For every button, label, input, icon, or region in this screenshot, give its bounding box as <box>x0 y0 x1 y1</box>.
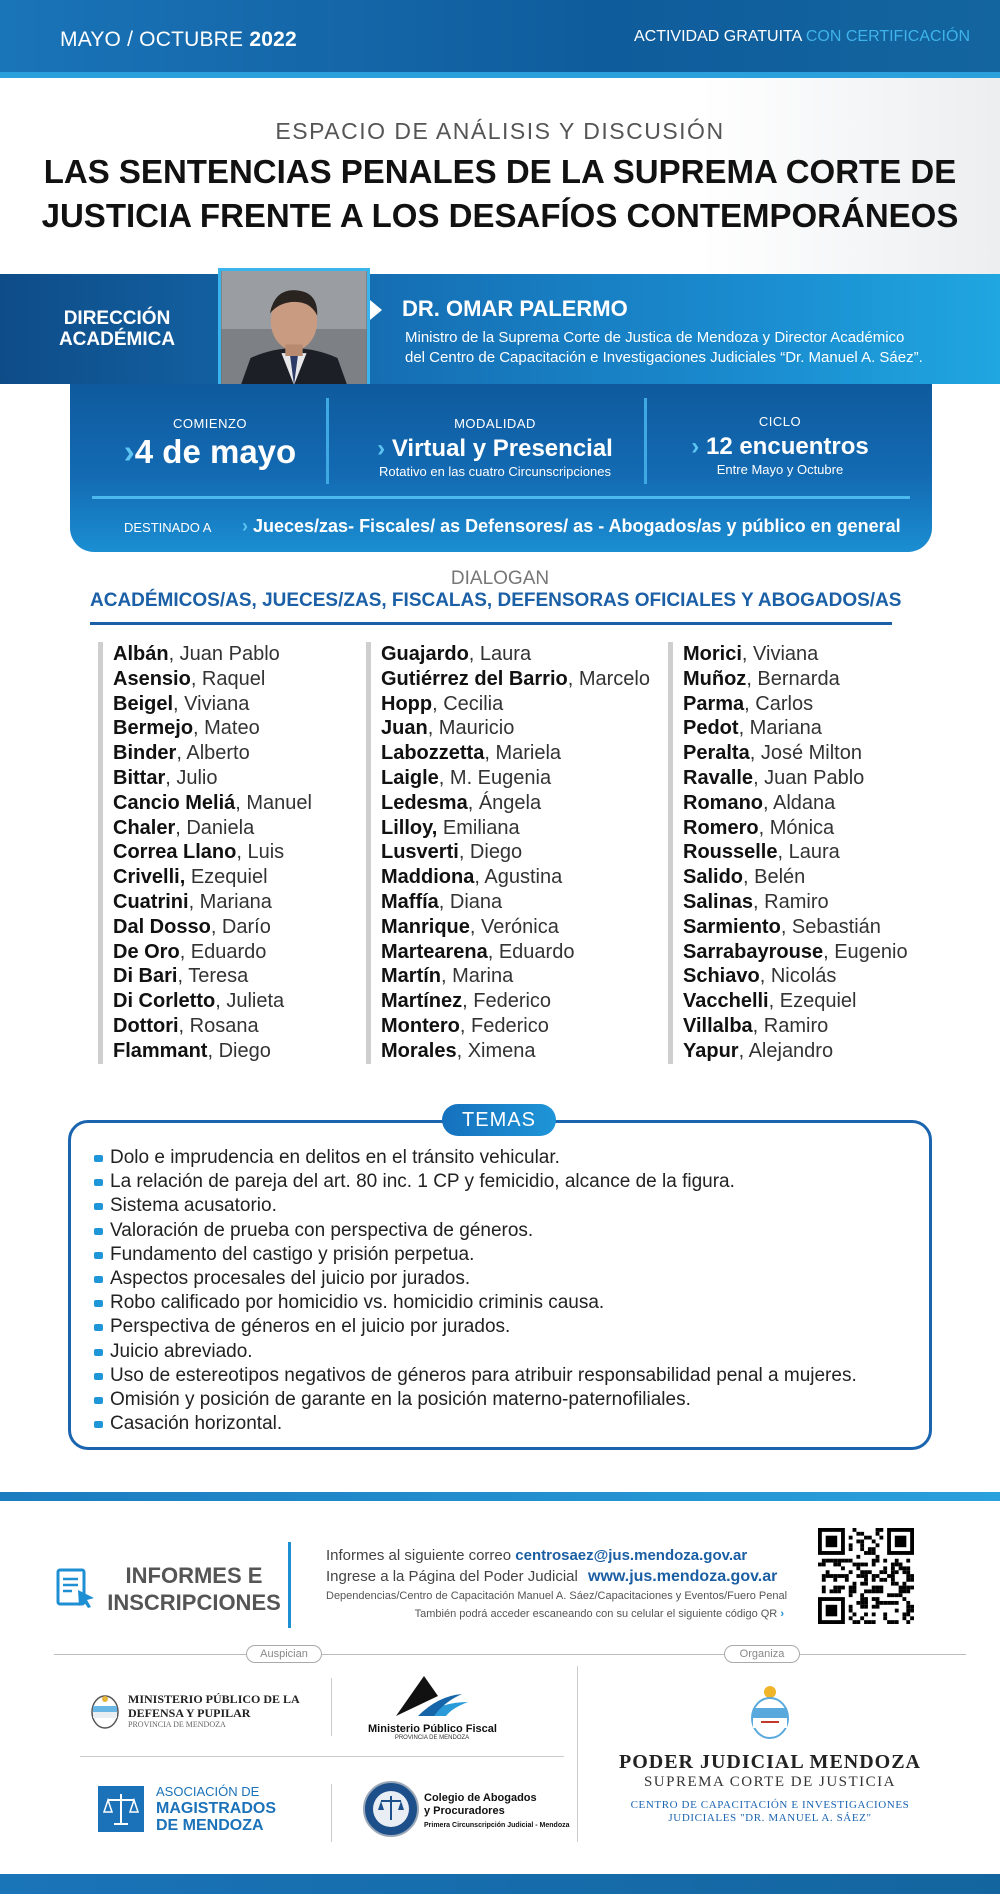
topics-title: TEMAS <box>442 1104 556 1136</box>
speaker-name <box>381 766 650 791</box>
speaker-first-name: , Mariela <box>484 742 562 765</box>
speaker-name <box>113 865 312 890</box>
speaker-first-name: , Ramiro <box>753 890 829 913</box>
divider <box>326 398 329 484</box>
speaker-name <box>683 940 908 965</box>
speaker-last-name: Salinas <box>683 890 754 913</box>
speaker-first-name: , Agustina <box>474 866 563 889</box>
speaker-last-name: Peralta <box>683 742 750 765</box>
ca-name <box>424 1792 537 1818</box>
speaker-first-name: , Alejandro <box>738 1039 834 1062</box>
speaker-last-name: Morici <box>683 643 742 665</box>
speaker-name <box>683 1014 908 1039</box>
cycle-label: CICLO <box>758 414 802 429</box>
url-line <box>326 1566 786 1587</box>
am-line: MAGISTRADOS <box>156 1800 276 1817</box>
divider <box>54 1654 966 1655</box>
mode-value <box>352 435 638 463</box>
qr-code[interactable] <box>818 1528 914 1624</box>
speaker-name <box>113 642 312 667</box>
speaker-first-name: , Diana <box>438 890 503 913</box>
divider <box>331 1678 332 1736</box>
topic-item: Valoración de prueba con perspectiva de géneros. <box>92 1219 912 1243</box>
speaker-first-name: , Verónica <box>469 915 559 938</box>
divider <box>577 1666 578 1842</box>
speaker-first-name: , Belén <box>743 866 806 889</box>
speaker-name <box>381 890 650 915</box>
speaker-first-name: , Laura <box>468 643 532 665</box>
speaker-last-name: Manrique <box>381 915 470 938</box>
email-link[interactable]: centrosaez@jus.mendoza.gov.ar <box>515 1547 748 1564</box>
title-line: LAS SENTENCIAS PENALES DE LA SUPREMA CORTE DE <box>43 153 957 190</box>
speaker-first-name: , Federico <box>462 990 552 1013</box>
document-click-icon <box>54 1566 98 1610</box>
speaker-name <box>113 791 312 816</box>
speaker-first-name: , Nicolás <box>759 965 837 988</box>
chevron-right-icon: › <box>242 516 253 536</box>
speaker-name <box>113 890 312 915</box>
speaker-name <box>683 766 908 791</box>
speaker-last-name: Martín <box>381 965 441 988</box>
speaker-first-name: , M. Eugenia <box>438 766 552 789</box>
speaker-first-name: , Marcelo <box>567 667 650 690</box>
speaker-name <box>381 989 650 1014</box>
speaker-last-name: Schiavo <box>683 965 760 988</box>
speaker-first-name: , Rosana <box>178 1014 259 1037</box>
scales-icon <box>98 1786 144 1832</box>
topic-item: Sistema acusatorio. <box>92 1194 912 1218</box>
mp-province: PROVINCIA DE MENDOZA <box>128 1720 226 1729</box>
speaker-name <box>381 667 650 692</box>
speaker-last-name: Salido <box>683 866 744 889</box>
speaker-last-name: Pedot <box>683 717 739 740</box>
mode-sub: Rotativo en las cuatro Circunscripciones <box>379 464 611 479</box>
speaker-first-name: , Aldana <box>763 791 836 814</box>
speaker-name <box>381 791 650 816</box>
speaker-first-name: , Diego <box>458 841 523 864</box>
speaker-first-name: , Julieta <box>215 990 285 1013</box>
organiza-tag: Organiza <box>724 1645 800 1663</box>
speaker-first-name: , Federico <box>459 1014 549 1037</box>
speaker-last-name: Maffía <box>381 890 439 913</box>
speaker-name <box>381 964 650 989</box>
speaker-last-name: Laigle <box>381 766 439 789</box>
speaker-last-name: Crivelli, <box>113 866 186 889</box>
speaker-name <box>683 915 908 940</box>
speaker-first-name: , Mariana <box>738 717 822 740</box>
speaker-name <box>113 766 312 791</box>
logo-poder-judicial <box>600 1684 940 1834</box>
speaker-name <box>113 989 312 1014</box>
speaker-name <box>381 940 650 965</box>
speaker-last-name: Ledesma <box>381 791 468 814</box>
event-kicker: ESPACIO DE ANÁLISIS Y DISCUSIÓN <box>275 118 725 144</box>
speaker-last-name: Albán <box>113 643 169 665</box>
speaker-last-name: Hopp <box>381 692 433 715</box>
chevron-right-icon: › <box>780 1608 784 1620</box>
speaker-last-name: Villalba <box>683 1014 753 1037</box>
event-info-box <box>70 384 932 552</box>
speaker-first-name: , Eduardo <box>179 940 267 963</box>
logo-colegio-abogados <box>362 1780 570 1840</box>
cycle-sub: Entre Mayo y Octubre <box>716 462 844 477</box>
speaker-name <box>683 890 908 915</box>
event-dates <box>60 28 297 52</box>
date-range: MAYO / OCTUBRE <box>60 28 244 51</box>
speaker-name <box>113 667 312 692</box>
speaker-last-name: Rousselle <box>683 841 778 864</box>
speaker-name <box>683 964 908 989</box>
topic-item: Omisión y posición de garante en la posición materno-paternofiliales. <box>92 1388 912 1412</box>
speaker-last-name: De Oro <box>113 940 180 963</box>
speaker-name <box>683 716 908 741</box>
speaker-name <box>683 816 908 841</box>
pj-center-line: JUDICIALES "DR. MANUEL A. SÁEZ" <box>668 1812 872 1824</box>
speaker-last-name: Dal Dosso <box>113 915 211 938</box>
speaker-name <box>683 667 908 692</box>
director-role <box>405 328 975 368</box>
topic-item: Robo calificado por homicidio vs. homicidio criminis causa. <box>92 1291 912 1315</box>
pj-center-line: CENTRO DE CAPACITACIÓN E INVESTIGACIONES <box>630 1799 910 1811</box>
seal-icon <box>362 1780 420 1838</box>
speaker-last-name: Muñoz <box>683 667 747 690</box>
speaker-name <box>113 840 312 865</box>
speaker-last-name: Romero <box>683 816 759 839</box>
mode-text: Virtual y Presencial <box>391 435 613 462</box>
speaker-name <box>113 1039 312 1064</box>
speaker-last-name: Flammant <box>113 1039 208 1062</box>
auspician-tag: Auspician <box>246 1645 322 1663</box>
mpf-province: PROVINCIA DE MENDOZA <box>394 1735 470 1741</box>
bottom-strip <box>0 1492 1000 1501</box>
speaker-last-name: Sarmiento <box>683 915 781 938</box>
speaker-first-name: , Mónica <box>758 816 835 839</box>
director-label-line: ACADÉMICA <box>58 329 176 350</box>
speaker-name <box>683 741 908 766</box>
speaker-last-name: Correa Llano <box>113 841 237 864</box>
speaker-first-name: , Luis <box>236 841 285 864</box>
topic-item: Dolo e imprudencia en delitos en el tránsito vehicular. <box>92 1146 912 1170</box>
speaker-first-name: Emiliana <box>437 816 520 839</box>
speaker-first-name: , Laura <box>777 841 840 864</box>
coat-of-arms-icon <box>747 1684 793 1740</box>
topic-item: Aspectos procesales del juicio por jurados. <box>92 1267 912 1291</box>
ca-circ: Primera Circunscripción Judicial - Mendoza <box>424 1822 570 1829</box>
speaker-last-name: Yapur <box>683 1039 739 1062</box>
director-label-line: DIRECCIÓN <box>63 308 171 329</box>
cycle-text: 12 encuentros <box>705 433 869 460</box>
free-label: ACTIVIDAD GRATUITA <box>633 28 802 45</box>
speaker-first-name: , Marina <box>441 965 514 988</box>
speaker-name <box>381 1039 650 1064</box>
director-label <box>52 308 182 350</box>
logo-asociacion-magistrados <box>98 1782 288 1836</box>
mp-line: DEFENSA Y PUPILAR <box>128 1706 251 1720</box>
speaker-last-name: Beigel <box>113 692 174 715</box>
speaker-name <box>381 1014 650 1039</box>
speaker-last-name: Maddiona <box>381 866 475 889</box>
cycle-value <box>670 433 890 461</box>
speaker-first-name: , Viviana <box>173 692 250 715</box>
speaker-name <box>381 716 650 741</box>
audience-label: DESTINADO A <box>124 520 212 535</box>
divider <box>92 496 910 499</box>
speaker-last-name: Ravalle <box>683 766 754 789</box>
speaker-name <box>113 940 312 965</box>
website-link[interactable]: www.jus.mendoza.gov.ar <box>588 1568 778 1585</box>
speaker-last-name: Chaler <box>113 816 176 839</box>
speaker-name <box>113 964 312 989</box>
speaker-last-name: Montero <box>381 1014 460 1037</box>
speaker-name <box>113 716 312 741</box>
chevron-right-icon <box>370 300 382 320</box>
speaker-first-name: , Manuel <box>235 791 312 814</box>
mode-label: MODALIDAD <box>454 416 536 431</box>
start-date: 4 de mayo <box>134 433 297 470</box>
speaker-last-name: Lusverti <box>381 841 459 864</box>
speaker-last-name: Dottori <box>113 1014 179 1037</box>
top-banner <box>0 0 1000 72</box>
speaker-last-name: Bermejo <box>113 717 194 740</box>
topic-item: Fundamento del castigo y prisión perpetua. <box>92 1243 912 1267</box>
speaker-last-name: Martínez <box>381 990 463 1013</box>
director-photo <box>218 268 370 388</box>
speaker-first-name: , Ángela <box>467 791 542 814</box>
qr-hint-text: También podrá acceder escaneando con su celular el siguiente código QR <box>414 1608 778 1620</box>
audience-value <box>242 516 901 537</box>
mp-line: MINISTERIO PÚBLICO DE LA <box>128 1692 300 1706</box>
role-line: del Centro de Capacitación e Investigaciones Judiciales “Dr. Manuel A. Sáez”. <box>405 349 923 366</box>
speaker-last-name: Gutiérrez del Barrio <box>381 667 568 690</box>
speaker-first-name: , Teresa <box>177 965 249 988</box>
speaker-name <box>113 915 312 940</box>
start-value <box>100 433 320 471</box>
url-prefix: Ingrese a la Página del Poder Judicial <box>326 1568 582 1585</box>
speaker-last-name: Di Bari <box>113 965 178 988</box>
date-year: 2022 <box>249 28 297 51</box>
hero <box>0 78 1000 274</box>
speaker-name <box>113 816 312 841</box>
speaker-name <box>683 1039 908 1064</box>
speaker-first-name: , Daniela <box>175 816 255 839</box>
speakers-column-3 <box>668 642 908 1064</box>
speaker-first-name: , Diego <box>207 1039 271 1062</box>
topics-list <box>92 1146 912 1436</box>
portrait-image <box>221 271 367 385</box>
chevron-right-icon: › <box>691 433 706 460</box>
chevron-right-icon: › <box>123 433 135 470</box>
title-line: JUSTICIA FRENTE A LOS DESAFÍOS CONTEMPORÁNEOS <box>41 197 959 234</box>
mode-info <box>352 416 638 479</box>
ca-line: y Procuradores <box>424 1805 505 1817</box>
speakers-heading: DIALOGAN <box>450 568 550 589</box>
speaker-name <box>683 642 908 667</box>
site-path: Dependencias/Centro de Capacitación Manuel A. Sáez/Capacitaciones y Eventos/Fuero Penal <box>326 1590 788 1602</box>
speaker-first-name: , Mauricio <box>427 717 515 740</box>
speaker-last-name: Bittar <box>113 766 166 789</box>
speaker-first-name: , Mateo <box>193 717 260 740</box>
topic-item: Juicio abreviado. <box>92 1340 912 1364</box>
speaker-name <box>683 865 908 890</box>
speaker-last-name: Romano <box>683 791 763 814</box>
speaker-last-name: Binder <box>113 742 177 765</box>
speaker-name <box>113 1014 312 1039</box>
speaker-last-name: Lilloy, <box>381 816 438 839</box>
speaker-name <box>381 840 650 865</box>
am-line: DE MENDOZA <box>156 1817 264 1834</box>
email-prefix: Informes al siguiente correo <box>326 1547 516 1564</box>
speaker-name <box>683 692 908 717</box>
speaker-first-name: , Mariana <box>188 890 272 913</box>
am-name <box>156 1784 276 1834</box>
cycle-info <box>670 414 890 477</box>
speaker-name <box>381 692 650 717</box>
pj-center <box>600 1799 940 1825</box>
am-line: ASOCIACIÓN DE <box>156 1784 260 1799</box>
informes-title <box>106 1562 282 1616</box>
speaker-last-name: Parma <box>683 692 745 715</box>
pj-name: PODER JUDICIAL MENDOZA <box>618 1751 922 1773</box>
chevron-right-icon: › <box>377 435 392 462</box>
divider <box>644 398 647 484</box>
mountain-logo-icon <box>392 1672 472 1718</box>
speaker-first-name: , Sebastián <box>780 915 881 938</box>
speakers-column-1 <box>98 642 312 1064</box>
academic-director-band <box>0 274 1000 384</box>
divider <box>80 1756 564 1757</box>
topic-item: Uso de estereotipos negativos de géneros para atribuir responsabilidad penal a mujeres. <box>92 1364 912 1388</box>
logo-ministerio-publico-defensa <box>90 1690 320 1734</box>
speaker-name <box>683 791 908 816</box>
qr-hint <box>326 1605 784 1623</box>
speaker-first-name: , José Milton <box>749 742 862 765</box>
speaker-name <box>381 915 650 940</box>
topic-item: La relación de pareja del art. 80 inc. 1 CP y femicidio, alcance de la figura. <box>92 1170 912 1194</box>
divider <box>331 1784 332 1842</box>
speaker-first-name: , Raquel <box>190 667 266 690</box>
speaker-first-name: , Ximena <box>456 1039 536 1062</box>
speaker-first-name: , Juan Pablo <box>753 766 865 789</box>
speaker-first-name: , Darío <box>210 915 271 938</box>
speaker-last-name: Asensio <box>113 667 191 690</box>
speaker-first-name: , Carlos <box>744 692 814 715</box>
speaker-first-name: , Ramiro <box>752 1014 829 1037</box>
speaker-first-name: , Viviana <box>741 643 819 665</box>
informes-line: INSCRIPCIONES <box>107 1590 281 1615</box>
topic-item: Casación horizontal. <box>92 1412 912 1436</box>
speaker-last-name: Cancio Meliá <box>113 791 236 814</box>
speaker-name <box>683 840 908 865</box>
speakers-column-2 <box>366 642 650 1064</box>
speaker-name <box>683 989 908 1014</box>
footer-bar <box>0 1874 1000 1894</box>
speaker-first-name: Ezequiel <box>185 866 268 889</box>
start-label: COMIENZO <box>172 416 248 431</box>
event-title <box>0 150 1000 238</box>
divider <box>288 1542 291 1628</box>
speaker-first-name: , Ezequiel <box>768 990 857 1013</box>
speaker-name <box>113 741 312 766</box>
email-line <box>326 1545 786 1566</box>
divider <box>90 622 892 625</box>
speaker-name <box>113 692 312 717</box>
speaker-name <box>381 865 650 890</box>
speaker-last-name: Cuatrini <box>113 890 189 913</box>
speaker-last-name: Di Corletto <box>113 990 216 1013</box>
contact-info <box>326 1545 786 1623</box>
role-line: Ministro de la Suprema Corte de Justica de Mendoza y Director Académico <box>405 329 905 346</box>
speaker-name <box>381 741 650 766</box>
speaker-name <box>381 642 650 667</box>
logo-ministerio-publico-fiscal <box>368 1672 496 1742</box>
speaker-last-name: Sarrabayrouse <box>683 940 824 963</box>
speakers-subheading: ACADÉMICOS/AS, JUECES/ZAS, FISCALAS, DEFENSORAS OFICIALES Y ABOGADOS/AS <box>90 590 902 611</box>
certification-label: CON CERTIFICACIÓN <box>805 28 970 45</box>
audience-text: Jueces/zas- Fiscales/ as Defensores/ as - Abogados/as y público en general <box>253 516 901 536</box>
speaker-first-name: , Eugenio <box>823 940 908 963</box>
speaker-last-name: Juan <box>381 717 428 740</box>
speaker-name <box>381 816 650 841</box>
start-info <box>100 416 320 471</box>
speaker-last-name: Martearena <box>381 940 488 963</box>
speaker-first-name: , Julio <box>165 766 218 789</box>
shield-icon <box>90 1694 120 1730</box>
mpf-name: Ministerio Público Fiscal <box>368 1723 497 1735</box>
speaker-first-name: , Cecilia <box>432 692 504 715</box>
speaker-last-name: Vacchelli <box>683 990 769 1013</box>
pj-court: SUPREMA CORTE DE JUSTICIA <box>643 1774 897 1790</box>
speaker-first-name: , Eduardo <box>487 940 575 963</box>
director-name: DR. OMAR PALERMO <box>402 296 628 321</box>
free-activity-label <box>634 28 970 46</box>
mp-name <box>128 1692 300 1720</box>
speaker-first-name: , Alberto <box>176 742 250 765</box>
ca-line: Colegio de Abogados <box>424 1792 537 1804</box>
speaker-last-name: Morales <box>381 1039 457 1062</box>
topic-item: Perspectiva de géneros en el juicio por jurados. <box>92 1315 912 1339</box>
speaker-first-name: , Bernarda <box>746 667 840 690</box>
informes-line: INFORMES E <box>125 1563 263 1588</box>
speaker-last-name: Labozzetta <box>381 742 485 765</box>
speaker-last-name: Guajardo <box>381 643 469 665</box>
speaker-first-name: , Juan Pablo <box>168 643 280 665</box>
